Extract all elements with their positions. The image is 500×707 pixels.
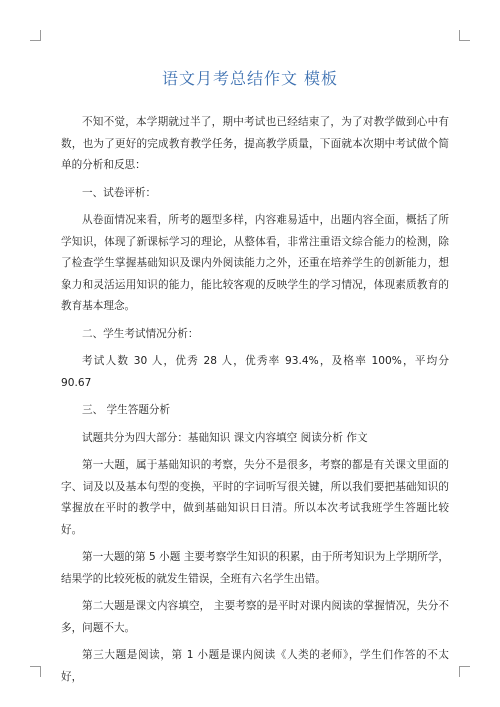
section-heading-paper-review: 一、试卷评析： — [82, 186, 157, 199]
section-heading-answer-analysis: 三、 学生答题分析 — [82, 404, 171, 416]
crop-mark-bottom-right-h — [459, 666, 470, 667]
exam-stats-paragraph: 考试人数 30 人，优秀 28 人，优秀率 93.4%，及格率 100%，平均分 90.67 — [61, 355, 449, 389]
exam-parts-paragraph: 试题共分为四大部分：基础知识 课文内容填空 阅读分析 作文 — [82, 431, 368, 444]
document-title: 语文月考总结作文 模板 — [161, 69, 339, 88]
part-one-q5-paragraph: 第一大题的第 5 小题 主要考察学生知识的积累，由于所考知识为上学期所学，结果学的比较死板的就发生错误，全班有六名学生出错。 — [61, 551, 449, 585]
crop-mark-bottom-right-v — [459, 666, 460, 677]
section-heading-exam-analysis: 二、学生考试情况分析： — [82, 327, 199, 340]
crop-mark-top-right-v — [459, 30, 460, 41]
document-body — [61, 112, 449, 694]
paper-review-paragraph: 从卷面情况来看，所考的题型多样，内容难易适中，出题内容全面，概括了所学知识，体现了新课标学习的理论，从整体看，非常注重语文综合能力的检测，除了检查学生掌握基础知识及课内外阅读能力之外，还重在培养学生的创新能力，想象力和灵活运用知识的能力，能比较客观的反映学生的学习情况，体现素质教育的教育基本理念。 — [61, 214, 449, 312]
part-one-paragraph: 第一大题，属于基础知识的考察，失分不是很多，考察的都是有关课文里面的字、词及以及基本句型的变换，平时的字词听写很关键，所以我们要把基础知识的掌握放在平时的教学中，做到基础知识日日清。所以本次考试我班学生答题比较好。 — [61, 459, 449, 536]
intro-paragraph: 不知不觉，本学期就过半了，期中考试也已经结束了，为了对教学做到心中有数，也为了更好的完成教育教学任务，提高教学质量，下面就本次期中考试做个简单的分析和反思： — [61, 116, 449, 171]
crop-mark-top-left-v — [40, 30, 41, 41]
crop-mark-bottom-left-v — [40, 666, 41, 677]
part-two-paragraph: 第二大题是课文内容填空， 主要考察的是平时对课内阅读的掌握情况，失分不多，问题不大。 — [61, 600, 449, 634]
part-three-paragraph: 第三大题是阅读，第 1 小题是课内阅读《人类的老师》，学生们作答的不太好， — [61, 649, 449, 683]
crop-mark-top-right-h — [459, 40, 470, 41]
